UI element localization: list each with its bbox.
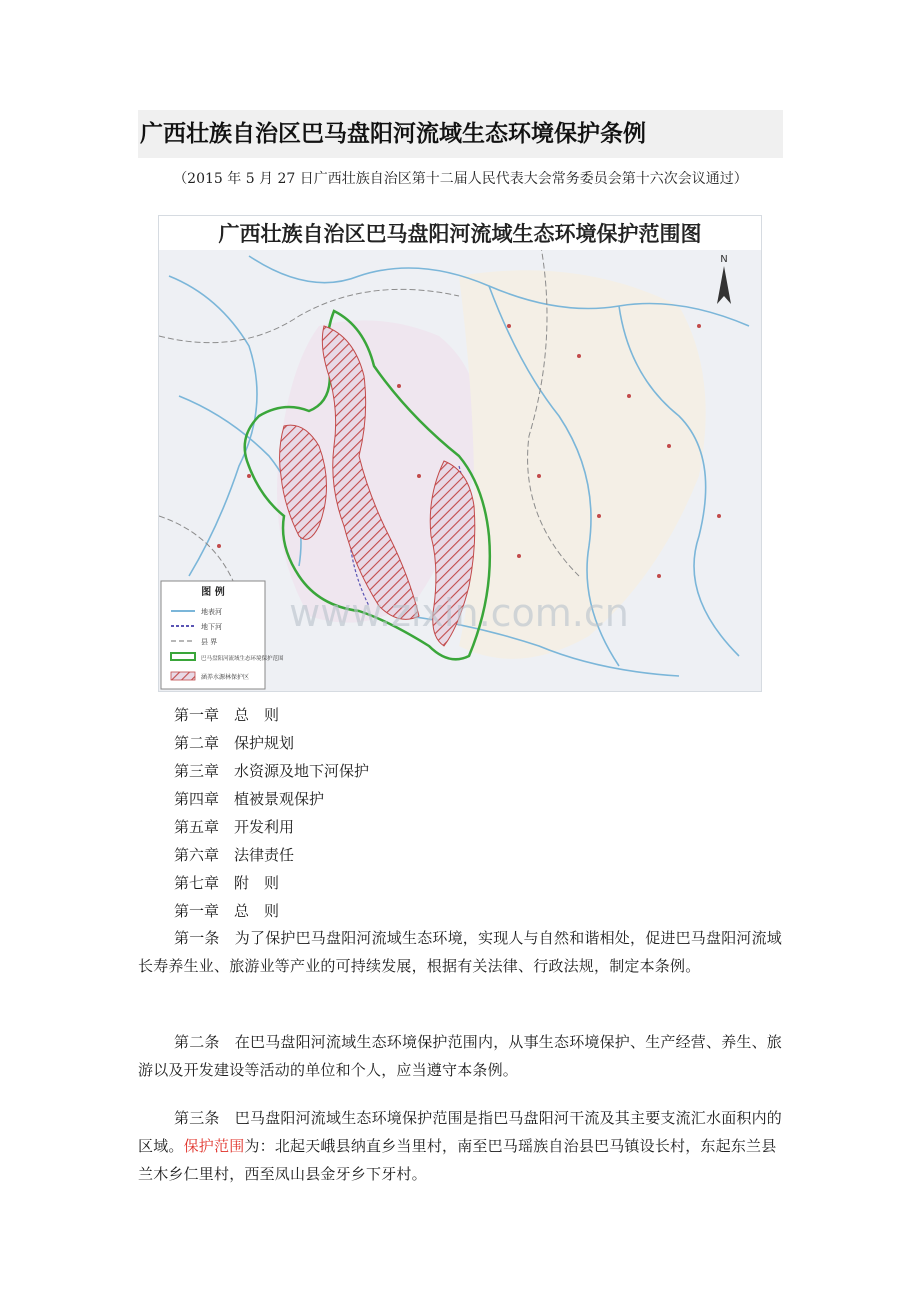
toc-item: 第二章 保护规划 <box>174 734 295 752</box>
toc-item: 第五章 开发利用 <box>174 818 295 836</box>
map-svg <box>159 216 761 691</box>
legend-swatch-hatch <box>171 672 195 680</box>
legend-label: 地表河 <box>201 608 222 616</box>
legend-heading: 图 例 <box>201 587 225 598</box>
article-3-highlight: 保护范围 <box>183 1137 245 1155</box>
toc-item: 第三章 水资源及地下河保护 <box>174 762 370 780</box>
article-3-text: 第三条 巴马盘阳河流域生态环境保护范围是指巴马盘阳河干流及其主要支流汇水面积内的区域。 <box>138 1109 783 1155</box>
title-bar <box>138 110 783 158</box>
article-3-text-cont: 为：北起天峨县纳直乡当里村，南至巴马瑶族自治县巴马镇设长村，东起东兰县兰木乡仁里村，西至凤山县金牙乡下牙村。 <box>138 1137 777 1183</box>
toc-item: 第四章 植被景观保护 <box>174 790 325 808</box>
map-watermark: www.zixin.com.cn <box>289 591 629 635</box>
legend-label: 地下河 <box>201 623 222 631</box>
toc-item: 第六章 法律责任 <box>174 846 295 864</box>
toc-item: 第七章 附 则 <box>174 874 280 892</box>
protection-area-map <box>158 215 762 692</box>
article-3 <box>138 1104 783 1188</box>
legend-label: 涵养水源林保护区 <box>201 674 250 681</box>
toc-item: 第一章 总 则 <box>174 902 280 920</box>
map-title: 广西壮族自治区巴马盘阳河流域生态环境保护范围图 <box>218 222 702 246</box>
legend-label: 巴马盘阳河流域生态环境保护范围 <box>201 656 284 662</box>
legend-label: 县 界 <box>201 638 218 646</box>
toc-item: 第一章 总 则 <box>174 706 280 724</box>
article-2: 第二条 在巴马盘阳河流域生态环境保护范围内，从事生态环境保护、生产经营、养生、旅游以及开发建设等活动的单位和个人，应当遵守本条例。 <box>138 1033 783 1079</box>
svg-text:N: N <box>720 254 728 265</box>
article-1: 第一条 为了保护巴马盘阳河流域生态环境，实现人与自然和谐相处，促进巴马盘阳河流域长寿养生业、旅游业等产业的可持续发展，根据有关法律、行政法规，制定本条例。 <box>138 929 783 975</box>
document-title: 广西壮族自治区巴马盘阳河流域生态环境保护条例 <box>140 121 646 147</box>
document-subtitle: （2015 年 5 月 27 日广西壮族自治区第十二届人民代表大会常务委员会第十六次会议通过） <box>173 171 748 187</box>
